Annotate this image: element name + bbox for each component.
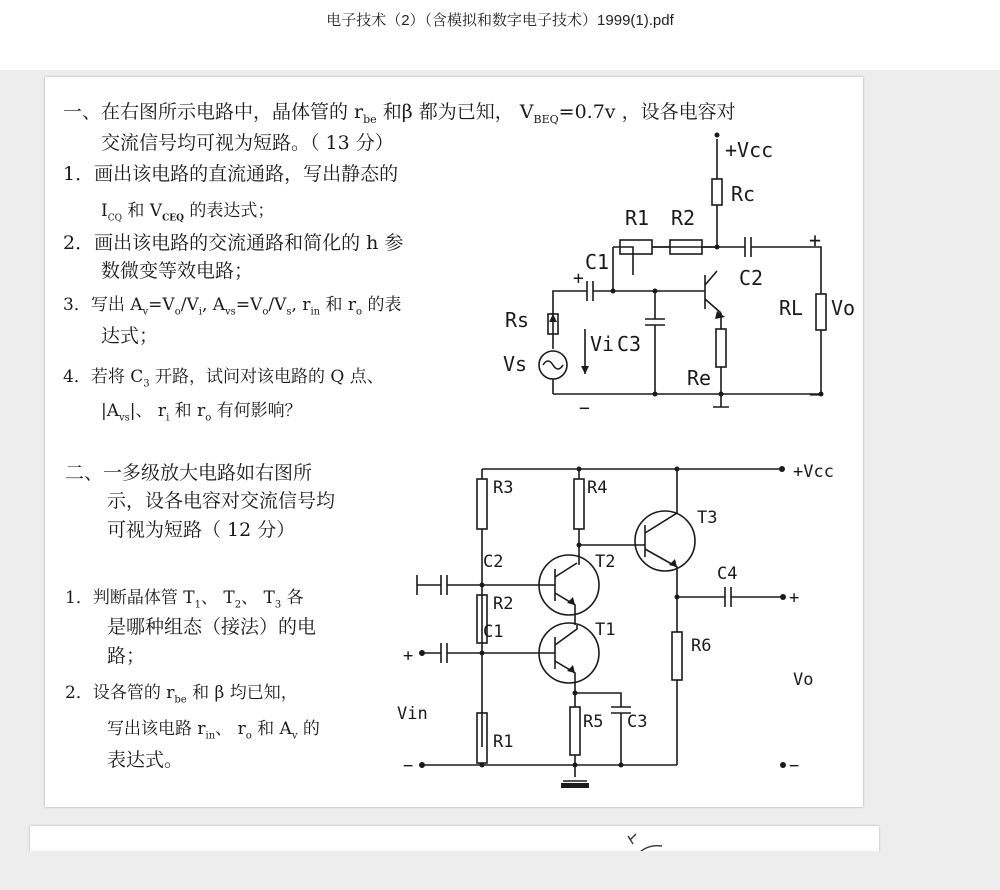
q1-r1-label: R1 bbox=[625, 206, 650, 230]
q2-c1-label: C1 bbox=[483, 622, 504, 642]
q1-minus-in: − bbox=[579, 398, 590, 419]
q1-rl-label: RL bbox=[779, 296, 804, 320]
q1-vs-label: Vs bbox=[503, 352, 528, 376]
q1-item4-line1: 4．若将 $C_3$ 开路，试问对该电路的 Q 点、 bbox=[63, 367, 384, 390]
q1-c1-label: C1 bbox=[585, 250, 610, 274]
q2-item1-line1: 1．判断晶体管 $T_1$、 $T_2$、 $T_3$ 各 bbox=[65, 588, 304, 611]
q2-item2-line1: 2．设各管的 $r_{be}$ 和 β 均已知， bbox=[65, 683, 298, 706]
q2-minus-out: − bbox=[789, 756, 800, 776]
title-bar bbox=[0, 0, 1000, 70]
q2-heading-line1: 二、一多级放大电路如右图所 bbox=[65, 462, 313, 484]
q2-vcc-label: +Vcc bbox=[793, 462, 834, 482]
q1-re-label: Re bbox=[687, 366, 712, 390]
q2-c4-label: C4 bbox=[717, 564, 738, 584]
q1-heading-line2: 交流信号均可视为短路。（ 13 分） bbox=[101, 132, 394, 154]
q1-item2-line2: 数微变等效电路； bbox=[101, 260, 254, 282]
document-title: 电子技术（2）（含模拟和数字电子技术）1999(1).pdf bbox=[326, 12, 674, 29]
q2-t2-label: T2 bbox=[595, 552, 616, 572]
q2-vo-label: Vo bbox=[793, 670, 814, 690]
q2-plus-out: + bbox=[789, 588, 800, 608]
q1-plus-out: + bbox=[809, 228, 822, 252]
q2-t1-label: T1 bbox=[595, 620, 616, 640]
q1-heading-line1: 一、在右图所示电路中，晶体管的 $r_{be}$ 和β 都为已知， $V_{BEQ}=0.7v$ ，设各电容对 bbox=[63, 101, 736, 126]
q2-item1-line2: 是哪种组态（接法）的电 bbox=[107, 616, 317, 638]
q1-item1-line2: $I_{CQ}$ 和 $V_{CEQ}$ 的表达式； bbox=[101, 201, 275, 224]
q1-c2-label: C2 bbox=[739, 266, 764, 290]
q1-item3-line1: 3．写出 $A_v=V_o/V_i$, $A_{vs}=V_o/V_s$, $r_{in}$ 和 $r_o$ 的表 bbox=[63, 295, 402, 318]
q2-item2-line3: 表达式。 bbox=[107, 749, 184, 771]
q1-circuit-diagram bbox=[495, 129, 855, 419]
q2-r5-label: R5 bbox=[583, 712, 604, 732]
q2-r4-label: R4 bbox=[587, 478, 608, 498]
q2-minus-in: − bbox=[403, 756, 414, 776]
q2-item2-line2: 写出该电路 $r_{in}$、 $r_o$ 和 $A_v$ 的 bbox=[107, 719, 320, 742]
q2-r2-label: R2 bbox=[493, 594, 514, 614]
q1-vcc-label: +Vcc bbox=[725, 138, 774, 162]
q2-vin-label: Vin bbox=[397, 704, 428, 724]
q1-rc-label: Rc bbox=[731, 182, 756, 206]
q1-plus-in: + bbox=[573, 268, 584, 289]
q2-heading-line2: 示，设各电容对交流信号均 bbox=[107, 490, 336, 512]
q1-c3-label: C3 bbox=[617, 332, 642, 356]
bottom-bar bbox=[0, 851, 1000, 890]
pdf-page bbox=[45, 77, 863, 807]
q1-vo-label: Vo bbox=[831, 296, 855, 320]
q1-item1-line1: 1．画出该电路的直流通路，写出静态的 bbox=[63, 163, 399, 185]
q2-item1-line3: 路； bbox=[107, 645, 146, 667]
q1-item4-line2: $|A_{vs}|$、 $r_i$ 和 $r_o$ 有何影响？ bbox=[101, 401, 302, 424]
q1-r2-label: R2 bbox=[671, 206, 696, 230]
q2-c2-label: C2 bbox=[483, 552, 504, 572]
q2-r6-label: R6 bbox=[691, 636, 712, 656]
q1-rs-label: Rs bbox=[505, 308, 530, 332]
q2-c3-label: C3 bbox=[627, 712, 648, 732]
q2-t3-label: T3 bbox=[697, 508, 718, 528]
q2-r3-label: R3 bbox=[493, 478, 514, 498]
q1-item2-line1: 2．画出该电路的交流通路和简化的 h 参 bbox=[63, 232, 404, 254]
q1-item3-line2: 达式； bbox=[101, 325, 159, 347]
q2-heading-line3: 可视为短路（ 12 分） bbox=[107, 519, 296, 541]
q1-vi-label: Vi bbox=[590, 332, 615, 356]
q2-circuit-diagram bbox=[397, 457, 857, 795]
q2-plus-in: + bbox=[403, 646, 414, 666]
q1-minus-out: − bbox=[809, 382, 822, 406]
q2-r1-label: R1 bbox=[493, 732, 514, 752]
